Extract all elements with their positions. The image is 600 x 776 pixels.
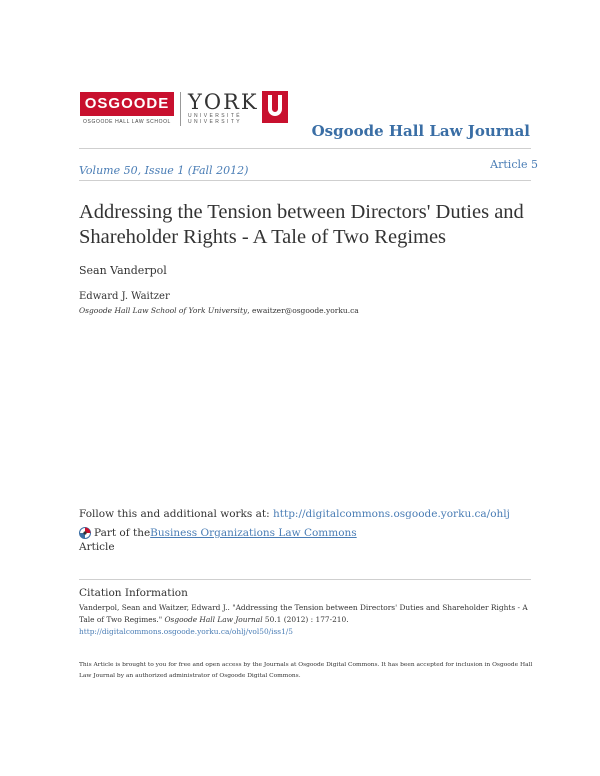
volume-issue-link[interactable]: Volume 50, Issue 1 (Fall 2012) (79, 164, 249, 177)
author-name-2: Edward J. Waitzer (79, 291, 170, 302)
article-number-link[interactable]: Article 5 (490, 158, 538, 171)
part-of-prefix: Part of the (94, 527, 151, 539)
author-name-1: Sean Vanderpol (79, 264, 167, 277)
affiliation-institution: Osgoode Hall Law School of York University (79, 306, 248, 315)
journal-title-link[interactable]: Osgoode Hall Law Journal (311, 122, 530, 140)
osgoode-logo (80, 92, 174, 130)
commons-network-icon (79, 527, 91, 539)
access-statement: This Article is brought to you for free and open access by the Journals at Osgoode Digital Commons. It has been accepted for inclusion in Osgoode Hall Law Journal by an authorized administrator of Osgoode Digital Commons. (79, 662, 533, 679)
citation-heading: Citation Information (79, 587, 188, 599)
york-u-icon (262, 91, 288, 123)
citation-text: Vanderpol, Sean and Waitzer, Edward J.. "Addressing the Tension between Directors' Duties and Shareholder Rights - A Tale of Two Regimes." (79, 603, 528, 624)
business-organizations-commons-link[interactable]: Business Organizations Law Commons (150, 527, 357, 539)
citation-body (79, 602, 529, 638)
citation-url-link[interactable]: http://digitalcommons.osgoode.yorku.ca/ohlj/vol50/iss1/5 (79, 627, 293, 636)
volume-divider (79, 180, 531, 181)
part-of-line (79, 527, 357, 539)
citation-details: 50.1 (2012) : 177-210. (262, 615, 349, 624)
york-logo (188, 91, 293, 127)
follow-prefix: Follow this and additional works at: (79, 508, 273, 520)
osgoode-logo-subtitle: OSGOODE HALL LAW SCHOOL (83, 119, 171, 125)
york-logo-word: YORK (188, 90, 259, 114)
collection-url-link[interactable]: http://digitalcommons.osgoode.yorku.ca/ohlj (273, 508, 510, 520)
logo-divider (180, 92, 181, 126)
follow-line (79, 508, 510, 520)
york-logo-subtitle: UNIVERSITÉ UNIVERSITY (188, 113, 243, 125)
header-divider (79, 148, 531, 149)
paper-title: Addressing the Tension between Directors' Duties and Shareholder Rights - A Tale of Two Regimes (79, 201, 524, 248)
affiliation-email: , ewaitzer@osgoode.yorku.ca (247, 306, 359, 315)
citation-journal: Osgoode Hall Law Journal (164, 615, 263, 624)
citation-divider (79, 579, 531, 580)
osgoode-logo-word: OSGOODE (80, 92, 174, 116)
author-affiliation (79, 306, 359, 315)
article-label: Article (79, 541, 115, 553)
